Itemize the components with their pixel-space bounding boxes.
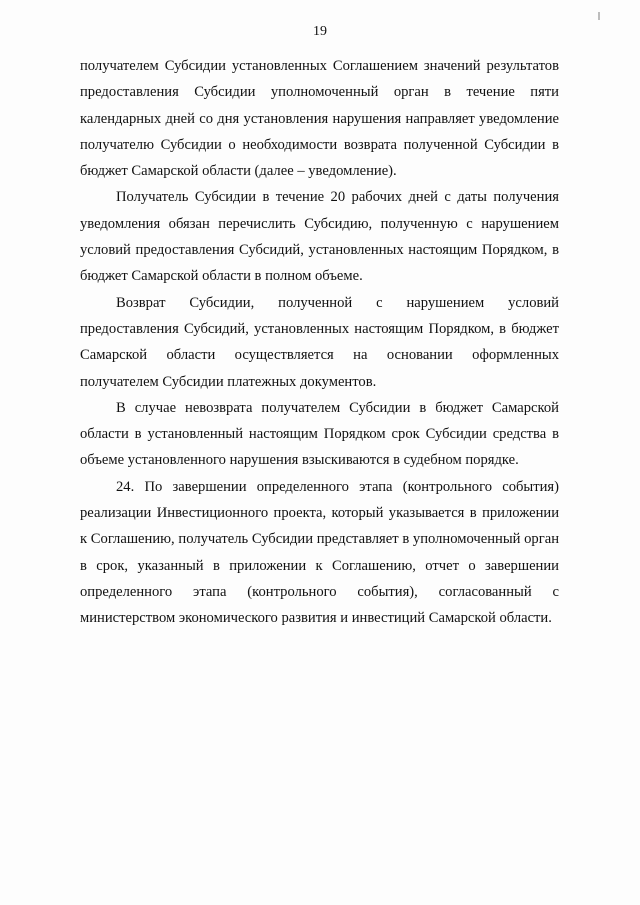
paragraph-5: 24. По завершении определенного этапа (контрольного события) реализации Инвестиционного проекта, который указывается в приложении к Соглашению, получатель Субсидии представляет в уполномоченный орган в срок, указанный в приложении к Соглашению, отчет о завершении определенного этапа (контрольного события), согласованный с министерством экономического развития и инвестиций Самарской области. bbox=[80, 478, 559, 627]
scan-artifact-mark bbox=[598, 12, 600, 20]
paragraph-2: Получатель Субсидии в течение 20 рабочих дней с даты получения уведомления обязан перечислить Субсидию, полученную с нарушением условий предоставления Субсидий, установленных настоящим Порядком, в бюджет Самарской области в полном объеме. bbox=[80, 189, 559, 285]
paragraph-1: получателем Субсидии установленных Соглашением значений результатов предоставления Субсидии уполномоченный орган в течение пяти календарных дней со дня установления нарушения направляет уведомление получателю Субсидии о необходимости возврата полученной Субсидии в бюджет Самарской области (далее – уведомление). bbox=[80, 58, 559, 180]
paragraph-4: В случае невозврата получателем Субсидии в бюджет Самарской области в установленный настоящим Порядком срок Субсидии средства в объеме установленного нарушения взыскиваются в судебном порядке. bbox=[80, 399, 559, 469]
page-number: 19 bbox=[313, 24, 327, 39]
document-body bbox=[80, 53, 559, 632]
paragraph-3: Возврат Субсидии, полученной с нарушением условий предоставления Субсидий, установленных настоящим Порядком, в бюджет Самарской области осуществляется на основании оформленных получателем Субсидии платежных документов. bbox=[80, 294, 559, 390]
